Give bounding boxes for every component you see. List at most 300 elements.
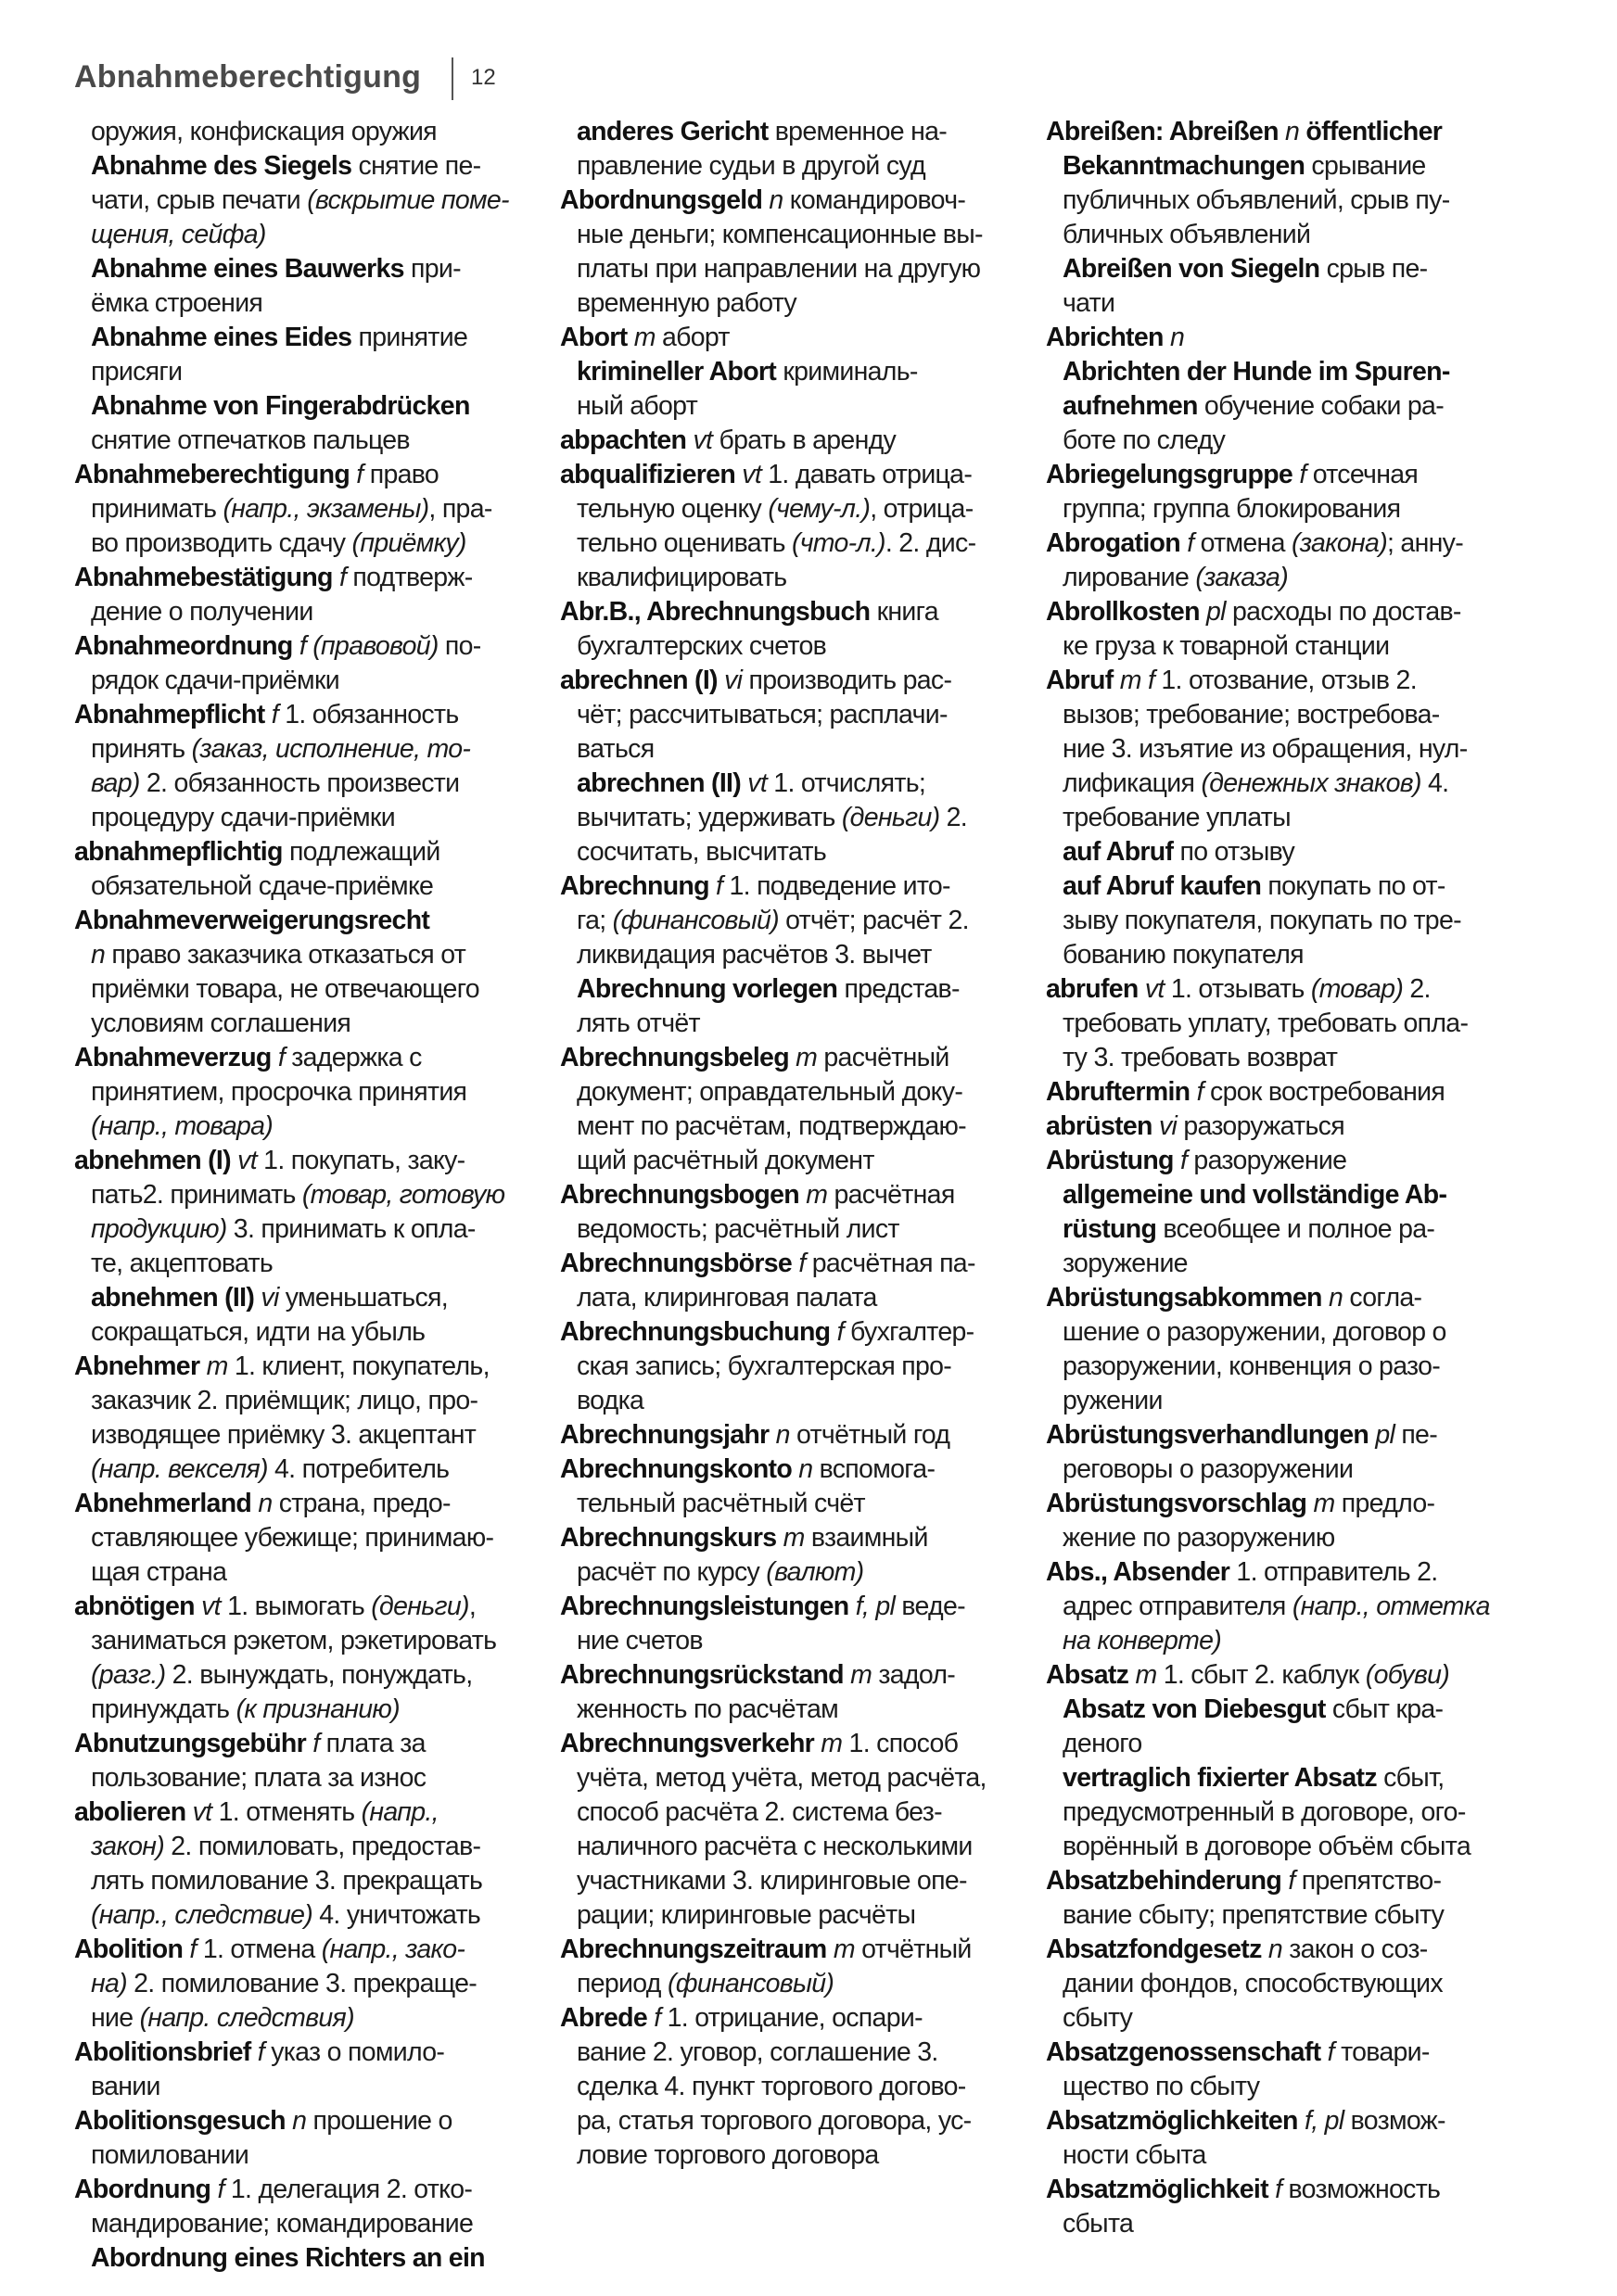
entry-headword-line — [74, 1590, 542, 1624]
entry-headword-line — [560, 1521, 1042, 1555]
definition-text — [718, 666, 724, 695]
grammar-note: n — [775, 1420, 790, 1450]
definition-text: реговоры о разоружении — [1063, 1454, 1354, 1484]
headword: Abrechnungsrückstand — [560, 1660, 844, 1690]
grammar-note: продукцию) — [91, 1214, 227, 1244]
grammar-note: n — [1285, 117, 1300, 146]
headword: krimineller Abort — [577, 357, 777, 387]
headword: Absatzmöglichkeiten — [1046, 2106, 1298, 2136]
entry-continuation-line — [1046, 869, 1543, 904]
definition-text: 1. отозвание, отзыв 2. — [1154, 666, 1417, 695]
entry-continuation-line — [1046, 629, 1543, 664]
definition-text: шение о разоружении, договор о — [1063, 1317, 1446, 1347]
entry-continuation-line — [74, 286, 542, 321]
entry-continuation-line — [1046, 149, 1543, 184]
definition-text: ности сбыта — [1063, 2140, 1206, 2170]
definition-text: чати, срыв печати — [91, 185, 308, 215]
definition-text: чати — [1063, 288, 1115, 318]
entry-continuation-line — [74, 1384, 542, 1418]
entry-headword-line — [1046, 458, 1543, 492]
headword: abnehmen (II) — [91, 1283, 255, 1313]
entry-continuation-line — [560, 1761, 1042, 1795]
definition-text: сбыту — [1063, 2003, 1133, 2033]
entry-headword-line — [74, 1727, 542, 1761]
definition-text: право заказчика отказаться от — [105, 940, 466, 970]
definition-text: 2. помиловать, предостав- — [164, 1832, 481, 1861]
definition-text: 2. — [1403, 974, 1431, 1004]
definition-text: 1. сбыт 2. каблук — [1156, 1660, 1366, 1690]
entry-headword-line — [560, 424, 1042, 458]
definition-text — [293, 631, 299, 661]
entry-continuation-line — [1046, 1007, 1543, 1041]
page-header — [74, 57, 630, 100]
grammar-note: (валют) — [766, 1557, 864, 1587]
definition-text: лирование — [1063, 563, 1196, 592]
definition-text: подлежащий — [282, 837, 440, 867]
entry-continuation-line — [560, 835, 1042, 869]
definition-text — [1298, 2106, 1305, 2136]
entry-continuation-line — [560, 904, 1042, 938]
entry-headword-line — [1046, 595, 1543, 629]
definition-text: 3. принимать к опла- — [226, 1214, 476, 1244]
definition-text: 1. делегация 2. отко- — [223, 2175, 473, 2204]
definition-text — [1139, 974, 1145, 1004]
definition-text: 1. клиент, покупатель, — [227, 1351, 490, 1381]
definition-text — [849, 1592, 856, 1621]
definition-text: аборт — [655, 323, 730, 352]
grammar-note: (финансовый) — [667, 1969, 834, 1998]
entry-continuation-line — [560, 1212, 1042, 1247]
entry-continuation-line — [74, 2207, 542, 2241]
grammar-note: (напр., — [361, 1797, 439, 1827]
entry-headword-line — [74, 458, 542, 492]
definition-text — [185, 1797, 192, 1827]
definition-text: правление судьи в другой суд — [577, 151, 925, 181]
definition-text: предусмотренный в договоре, ого- — [1063, 1797, 1466, 1827]
grammar-note: n — [1329, 1283, 1343, 1313]
entry-headword-line — [560, 1178, 1042, 1212]
definition-text: закон о соз- — [1282, 1934, 1428, 1964]
entry-headword-line — [560, 1041, 1042, 1075]
definition-text: снятие пе- — [351, 151, 481, 181]
grammar-note: f — [312, 1729, 320, 1758]
definition-text: боте по следу — [1063, 425, 1226, 455]
headword: Abrüstungsverhandlungen — [1046, 1420, 1369, 1450]
entry-continuation-line — [560, 2138, 1042, 2173]
headword: Abolitionsbrief — [74, 2037, 251, 2067]
headword: Abnahmeberechtigung — [74, 460, 350, 489]
headword: Abrechnungsbuchung — [560, 1317, 831, 1347]
definition-text: 4. потребитель — [267, 1454, 450, 1484]
definition-text: помиловании — [91, 2140, 249, 2170]
definition-text: бованию покупателя — [1063, 940, 1304, 970]
grammar-note: n — [1267, 1934, 1283, 1964]
grammar-note: m — [850, 1660, 872, 1690]
definition-text: , — [468, 1592, 477, 1621]
headword: Abrüstung — [1046, 1146, 1174, 1175]
definition-text: 2. — [939, 803, 968, 832]
headword: Abruftermin — [1046, 1077, 1190, 1107]
definition-text: требовать уплату, требовать опла- — [1063, 1008, 1469, 1038]
definition-text: вспомога- — [812, 1454, 936, 1484]
definition-text: рядок сдачи-приёмки — [91, 666, 339, 695]
column-1 — [74, 115, 542, 2276]
headword: Abort — [560, 323, 628, 352]
definition-text: расчётная па- — [805, 1249, 975, 1278]
headword: Abrechnungszeitraum — [560, 1934, 827, 1964]
entry-headword-line — [1046, 1864, 1543, 1898]
grammar-note: m f — [1119, 666, 1155, 695]
definition-text — [265, 700, 272, 729]
entry-continuation-line — [1046, 1693, 1543, 1727]
definition-text: разоружаться — [1177, 1111, 1344, 1141]
entry-headword-line — [560, 458, 1042, 492]
definition-text: задол- — [872, 1660, 956, 1690]
definition-text: прошение о — [306, 2106, 452, 2136]
entry-continuation-line — [560, 286, 1042, 321]
headword: allgemeine und vollständige Ab- — [1063, 1180, 1447, 1210]
grammar-note: f — [271, 700, 278, 729]
entry-headword-line — [1046, 1555, 1543, 1590]
grammar-note: vt — [201, 1592, 221, 1621]
entry-continuation-line — [74, 115, 542, 149]
definition-text: деного — [1063, 1729, 1142, 1758]
entry-continuation-line — [560, 2070, 1042, 2104]
entry-continuation-line — [74, 1075, 542, 1110]
definition-text: изводящее приёмку 3. акцептант — [91, 1420, 477, 1450]
definition-text: условиям соглашения — [91, 1008, 351, 1038]
entry-continuation-line — [74, 1418, 542, 1452]
entry-continuation-line — [1046, 252, 1543, 286]
grammar-note: vi — [1158, 1111, 1178, 1141]
grammar-note: (напр. следствия) — [139, 2003, 354, 2033]
definition-text: командировоч- — [783, 185, 966, 215]
entry-continuation-line — [74, 252, 542, 286]
definition-text: обязательной сдаче-приёмке — [91, 871, 434, 901]
entry-continuation-line — [1046, 561, 1543, 595]
definition-text: требование уплаты — [1063, 803, 1291, 832]
definition-text — [627, 323, 633, 352]
headword: Abrede — [560, 2003, 647, 2033]
headword: Abrechnungsbogen — [560, 1180, 799, 1210]
headword: Abrechnungskonto — [560, 1454, 793, 1484]
headword: abolieren — [74, 1797, 186, 1827]
definition-text: ведомость; расчётный лист — [577, 1214, 899, 1244]
grammar-note: f, pl — [1304, 2106, 1344, 2136]
entry-continuation-line — [560, 1007, 1042, 1041]
definition-text: пе- — [1394, 1420, 1438, 1450]
grammar-note: (деньги) — [841, 803, 940, 832]
headword: abrüsten — [1046, 1111, 1152, 1141]
definition-text — [827, 1934, 834, 1964]
definition-text: 1. способ — [842, 1729, 959, 1758]
definition-text: 1. отмена — [196, 1934, 322, 1964]
definition-text: сбыт, — [1376, 1763, 1445, 1793]
definition-text: вызов; требование; востребова- — [1063, 700, 1440, 729]
definition-text: всеобщее и полное ра- — [1156, 1214, 1435, 1244]
entry-continuation-line — [74, 2070, 542, 2104]
entry-continuation-line — [74, 1555, 542, 1590]
grammar-note: f — [1196, 1077, 1203, 1107]
definition-text: вание сбыту; препятствие сбыту — [1063, 1900, 1445, 1930]
definition-text: плата за — [319, 1729, 426, 1758]
definition-text: брать в аренду — [712, 425, 897, 455]
definition-text: ту 3. требовать возврат — [1063, 1043, 1338, 1072]
headword: Abnahmeverzug — [74, 1043, 272, 1072]
definition-text: возможность — [1281, 2175, 1441, 2204]
entry-continuation-line — [560, 767, 1042, 801]
entry-continuation-line — [1046, 2070, 1543, 2104]
grammar-note: m — [206, 1351, 228, 1381]
definition-text — [1164, 323, 1170, 352]
entry-continuation-line — [74, 1693, 542, 1727]
entry-headword-line — [560, 184, 1042, 218]
column-3 — [1046, 115, 1543, 2241]
entry-continuation-line — [560, 252, 1042, 286]
headword: Abolitionsgesuch — [74, 2106, 286, 2136]
definition-text — [1320, 2037, 1327, 2067]
definition-text: наличного расчёта с несколькими — [577, 1832, 973, 1861]
headword: Abrüstungsvorschlag — [1046, 1489, 1307, 1518]
definition-text: щая страна — [91, 1557, 227, 1587]
entry-continuation-line — [74, 1830, 542, 1864]
grammar-note: f — [1275, 2175, 1282, 2204]
entry-continuation-line — [74, 526, 542, 561]
definition-text: учёта, метод учёта, метод расчёта, — [577, 1763, 987, 1793]
definition-text: по- — [438, 631, 481, 661]
definition-text: бличных объявлений — [1063, 220, 1311, 249]
entry-continuation-line — [560, 938, 1042, 972]
definition-text: лять помилование 3. прекращать — [91, 1866, 483, 1896]
grammar-note: pl — [1206, 597, 1226, 627]
headword: abnötigen — [74, 1592, 195, 1621]
headword: Absatzbehinderung — [1046, 1866, 1282, 1896]
definition-text: га; — [577, 906, 613, 935]
entry-continuation-line — [74, 492, 542, 526]
definition-text: пользование; плата за износ — [91, 1763, 427, 1793]
entry-continuation-line — [74, 1761, 542, 1795]
entry-continuation-line — [1046, 938, 1543, 972]
definition-text: 4. — [1420, 768, 1449, 798]
definition-text: ёмка строения — [91, 288, 263, 318]
definition-text: присяги — [91, 357, 183, 387]
entry-headword-line — [560, 595, 1042, 629]
entry-continuation-line — [74, 149, 542, 184]
definition-text: ный аборт — [577, 391, 698, 421]
entry-continuation-line — [74, 184, 542, 218]
entry-continuation-line — [560, 561, 1042, 595]
headword: Abordnungsgeld — [560, 185, 763, 215]
definition-text: мандирование; командирование — [91, 2209, 474, 2239]
entry-headword-line — [1046, 321, 1543, 355]
definition-text — [272, 1043, 278, 1072]
entry-headword-line — [74, 2173, 542, 2207]
entry-headword-line — [74, 1795, 542, 1830]
definition-text — [251, 2037, 258, 2067]
definition-text: ставляющее убежище; принимаю- — [91, 1523, 494, 1553]
definition-text: предло- — [1334, 1489, 1435, 1518]
grammar-note: m — [1313, 1489, 1335, 1518]
entry-continuation-line — [1046, 424, 1543, 458]
entry-continuation-line — [74, 1452, 542, 1487]
grammar-note: vt — [747, 768, 768, 798]
entry-continuation-line — [1046, 1624, 1543, 1658]
definition-text: принятием, просрочка принятия — [91, 1077, 467, 1107]
entry-continuation-line — [74, 355, 542, 389]
definition-text: 2. помилование 3. прекраще- — [126, 1969, 477, 1998]
headword: Abnahmeverweigerungsrecht — [74, 906, 430, 935]
headword: Abrechnungsjahr — [560, 1420, 770, 1450]
definition-text: адрес отправителя — [1063, 1592, 1292, 1621]
definition-text: зыву покупателя, покупать по тре- — [1063, 906, 1461, 935]
entry-headword-line — [1046, 1144, 1543, 1178]
grammar-note: f — [1179, 1146, 1188, 1175]
entry-continuation-line — [74, 1007, 542, 1041]
definition-text: вычитать; удерживать — [577, 803, 842, 832]
definition-text: пать2. принимать — [91, 1180, 302, 1210]
entry-continuation-line — [1046, 2001, 1543, 2036]
grammar-note: f — [1327, 2037, 1334, 2067]
entry-headword-line — [560, 664, 1042, 698]
headword: Absatzmöglichkeit — [1046, 2175, 1268, 2204]
definition-text: ликвидация расчётов 3. вычет — [577, 940, 932, 970]
grammar-note: pl — [1375, 1420, 1395, 1450]
definition-text: взаимный — [804, 1523, 928, 1553]
definition-text — [830, 1317, 836, 1347]
definition-text: 1. покупать, заку- — [256, 1146, 465, 1175]
definition-text: принимать — [91, 494, 223, 524]
entry-headword-line — [74, 1350, 542, 1384]
definition-text: процедуру сдачи-приёмки — [91, 803, 395, 832]
entry-continuation-line — [74, 424, 542, 458]
definition-text: 1. отменять — [211, 1797, 362, 1827]
grammar-note: щения, сейфа) — [91, 220, 266, 249]
grammar-note: (к признанию) — [236, 1694, 400, 1724]
definition-text: срывание — [1305, 151, 1426, 181]
grammar-note: f — [798, 1249, 806, 1278]
definition-text: водка — [577, 1386, 644, 1415]
entry-continuation-line — [74, 1521, 542, 1555]
page-number: 12 — [471, 65, 496, 90]
headword: abqualifizieren — [560, 460, 736, 489]
headword: Abnutzungsgebühr — [74, 1729, 307, 1758]
entry-headword-line — [560, 1727, 1042, 1761]
definition-text: страна, предо- — [272, 1489, 451, 1518]
entry-continuation-line — [74, 869, 542, 904]
grammar-note: (товар, готовую — [301, 1180, 505, 1210]
headword: Abrechnung — [560, 871, 709, 901]
entry-continuation-line — [1046, 1212, 1543, 1247]
entry-continuation-line — [74, 664, 542, 698]
definition-text: расчёт по курсу — [577, 1557, 767, 1587]
definition-text: разоружение — [1187, 1146, 1347, 1175]
entry-continuation-line — [560, 1281, 1042, 1315]
definition-text: рации; клиринговые расчёты — [577, 1900, 916, 1930]
grammar-note: m — [783, 1523, 805, 1553]
entry-headword-line — [560, 2001, 1042, 2036]
entry-headword-line — [74, 561, 542, 595]
grammar-note: вар) — [91, 768, 140, 798]
definition-text: по отзыву — [1173, 837, 1295, 867]
definition-text: расчётная — [827, 1180, 955, 1210]
grammar-note: m — [806, 1180, 828, 1210]
headword: abrufen — [1046, 974, 1139, 1004]
definition-text: участниками 3. клиринговые опе- — [577, 1866, 967, 1896]
definition-text: принятие — [351, 323, 468, 352]
grammar-note: f — [654, 2003, 661, 2033]
headword: Abruf — [1046, 666, 1114, 695]
definition-text: ке груза к товарной станции — [1063, 631, 1390, 661]
entry-continuation-line — [1046, 218, 1543, 252]
grammar-note: (чему-л.) — [768, 494, 871, 524]
headword: Abrogation — [1046, 528, 1180, 558]
definition-text: ние 3. изъятие из обращения, нул- — [1063, 734, 1468, 764]
entry-headword-line — [1046, 1658, 1543, 1693]
definition-text: временную работу — [577, 288, 796, 318]
definition-text: мент по расчётам, подтверждаю- — [577, 1111, 966, 1141]
entry-headword-line — [560, 1247, 1042, 1281]
definition-text: временное на- — [768, 117, 948, 146]
entry-headword-line — [74, 2104, 542, 2138]
headword: Abreißen: Abreißen — [1046, 117, 1279, 146]
entry-continuation-line — [1046, 1452, 1543, 1487]
entry-continuation-line — [74, 1967, 542, 2001]
definition-text — [769, 1420, 775, 1450]
definition-text: представ- — [837, 974, 960, 1004]
grammar-note: f — [217, 2175, 224, 2204]
definition-text: 2. обязанность произвести — [139, 768, 460, 798]
definition-text: право — [363, 460, 439, 489]
grammar-note: (деньги) — [371, 1592, 469, 1621]
entry-headword-line — [1046, 1075, 1543, 1110]
grammar-note: f — [189, 1934, 197, 1964]
definition-text: ние счетов — [577, 1626, 703, 1655]
entry-continuation-line — [560, 355, 1042, 389]
headword: Abrollkosten — [1046, 597, 1200, 627]
definition-text: принять — [91, 734, 192, 764]
entry-headword-line — [1046, 1487, 1543, 1521]
entry-continuation-line — [1046, 2207, 1543, 2241]
entry-continuation-line — [74, 801, 542, 835]
entry-continuation-line — [560, 2036, 1042, 2070]
entry-continuation-line — [560, 1795, 1042, 1830]
entry-continuation-line — [74, 732, 542, 767]
entry-continuation-line — [74, 1247, 542, 1281]
definition-text — [1279, 117, 1285, 146]
headword: Abs., Absender — [1046, 1557, 1230, 1587]
headword: Abnehmer — [74, 1351, 200, 1381]
entry-continuation-line — [74, 2138, 542, 2173]
definition-text — [1322, 1283, 1329, 1313]
definition-text: указ о помило- — [264, 2037, 445, 2067]
definition-text: дании фондов, способствующих — [1063, 1969, 1443, 1998]
definition-text: 1. отправитель 2. — [1229, 1557, 1438, 1587]
entry-continuation-line — [1046, 904, 1543, 938]
entry-continuation-line — [560, 1384, 1042, 1418]
entry-headword-line — [74, 1933, 542, 1967]
headword: Abrichten der Hunde im Spuren- — [1063, 357, 1450, 387]
entry-continuation-line — [1046, 1521, 1543, 1555]
definition-text: тельную оценку — [577, 494, 769, 524]
entry-headword-line — [1046, 115, 1543, 149]
entry-headword-line — [1046, 1418, 1543, 1452]
entry-continuation-line — [560, 389, 1042, 424]
headword: Abordnung — [74, 2175, 211, 2204]
headword: Abnahmebestätigung — [74, 563, 333, 592]
grammar-note: (разг.) — [91, 1660, 166, 1690]
definition-text: принуждать — [91, 1694, 236, 1724]
grammar-note: m — [633, 323, 656, 352]
